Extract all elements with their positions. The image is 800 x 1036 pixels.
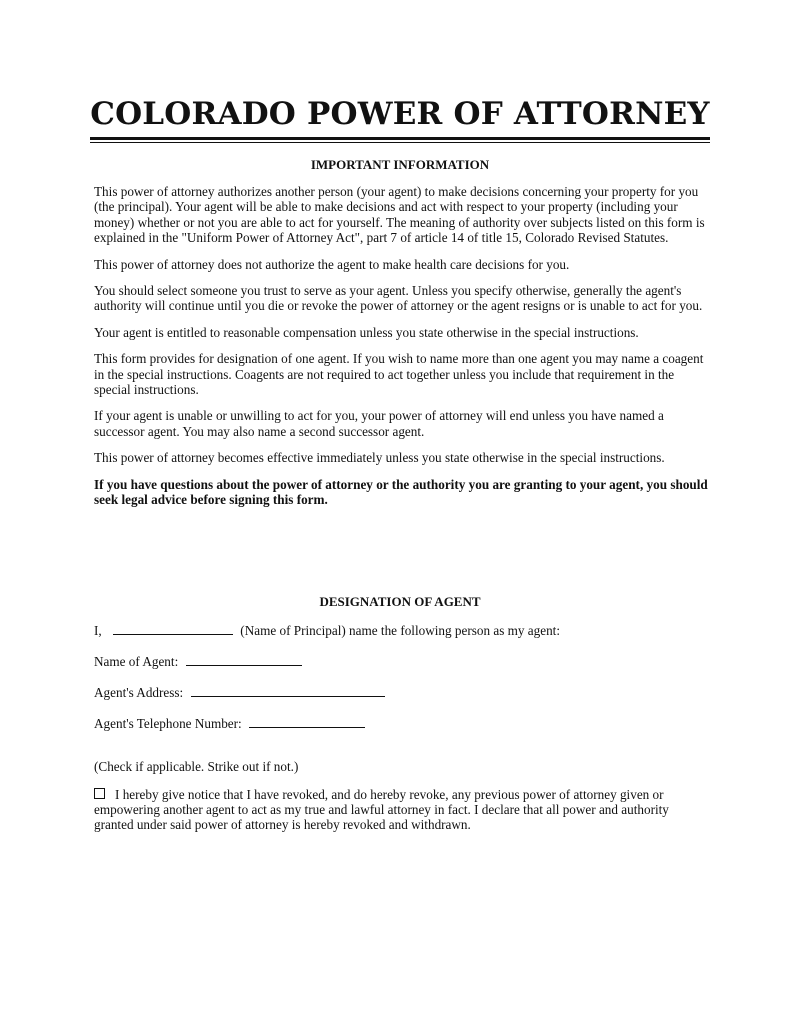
- agent-name-blank[interactable]: [186, 653, 302, 666]
- important-information-body: [94, 184, 710, 519]
- check-note: (Check if applicable. Strike out if not.): [94, 759, 299, 775]
- principal-suffix: (Name of Principal) name the following person as my agent:: [240, 623, 561, 638]
- agent-address-label: Agent's Address:: [94, 684, 184, 700]
- designation-of-agent-heading: DESIGNATION OF AGENT: [319, 594, 481, 609]
- principal-line: [94, 622, 710, 638]
- agent-phone-line: [94, 715, 710, 731]
- agent-address-line: [94, 684, 710, 700]
- paragraph-effective: This power of attorney becomes effective immediately unless you state otherwise in the special instructions.: [94, 450, 665, 466]
- paragraph-coagent: This form provides for designation of one agent. If you wish to name more than one agent you may name a coagent in the special instructions. Coagents are not required to act together unless you include that requirement in the special instructions.: [94, 351, 704, 398]
- designation-fields: [94, 622, 710, 833]
- title-rule-thin: [90, 142, 710, 143]
- agent-phone-blank[interactable]: [249, 715, 365, 728]
- agent-name-line: [94, 653, 710, 669]
- revocation-clause: [94, 787, 710, 833]
- paragraph-health-care: This power of attorney does not authorize the agent to make health care decisions for you.: [94, 256, 570, 272]
- paragraph-select-agent: You should select someone you trust to serve as your agent. Unless you specify otherwise, generally the agent's authority will continue until you die or revoke the power of attorney or the agent resigns or is unable to act for you.: [94, 283, 703, 314]
- principal-name-blank[interactable]: [113, 622, 233, 635]
- agent-phone-label: Agent's Telephone Number:: [94, 715, 242, 731]
- document-title: COLORADO POWER OF ATTORNEY: [90, 96, 710, 132]
- paragraph-compensation: Your agent is entitled to reasonable compensation unless you state otherwise in the special instructions.: [94, 324, 639, 340]
- title-rule-thick: [90, 137, 710, 140]
- agent-address-blank[interactable]: [191, 684, 385, 697]
- paragraph-successor-agent: If your agent is unable or unwilling to act for you, your power of attorney will end unless you have named a successor agent. You may also name a second successor agent.: [94, 408, 664, 439]
- revocation-text: I hereby give notice that I have revoked, and do hereby revoke, any previous power of attorney given or empowering another agent to act as my true and lawful attorney in fact. I declare that all power and authority granted under said power of attorney is hereby revoked and withdrawn.: [94, 786, 669, 833]
- important-information-heading: IMPORTANT INFORMATION: [310, 157, 490, 172]
- agent-name-label: Name of Agent:: [94, 653, 179, 669]
- revocation-checkbox[interactable]: [94, 788, 105, 799]
- principal-prefix: I,: [94, 623, 102, 638]
- paragraph-authorization: This power of attorney authorizes another person (your agent) to make decisions concerning your property for you (the principal). Your agent will be able to make decisions and act with respect to your property (including your money) whether or not you are able to act for yourself. The meaning of authority over subjects listed on this form is explained in the "Uniform Power of Attorney Act", part 7 of article 14 of title 15, Colorado Revised Statutes.: [94, 184, 705, 246]
- paragraph-legal-advice: If you have questions about the power of attorney or the authority you are granting to your agent, you should seek legal advice before signing this form.: [94, 476, 708, 508]
